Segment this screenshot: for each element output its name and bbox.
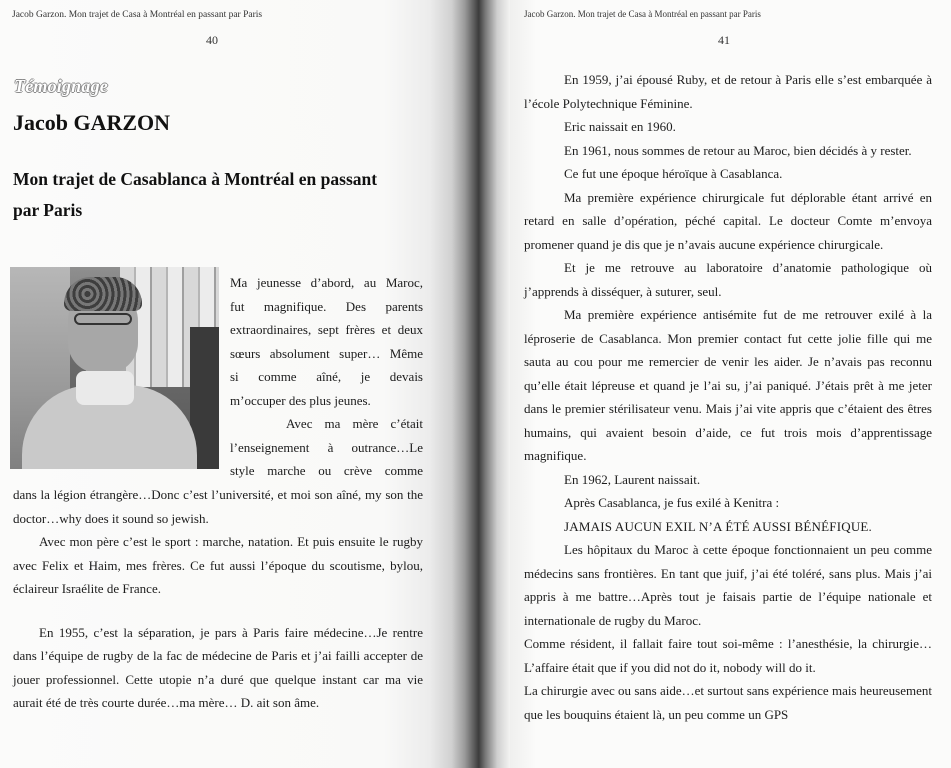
chapter-title-line-2: par Paris bbox=[13, 200, 83, 220]
right-body-text bbox=[524, 68, 932, 726]
paragraph: Après Casablanca, je fus exilé à Kenitra : bbox=[564, 495, 780, 510]
paragraph: Et je me retrouve au laboratoire d’anatomie pathologique où j’apprends à disséquer, à suturer, seul. bbox=[524, 260, 932, 299]
book-gutter bbox=[452, 0, 510, 768]
left-running-head: Jacob Garzon. Mon trajet de Casa à Montréal en passant par Paris bbox=[12, 10, 263, 20]
text-line: l’enseignement à outrance…Le bbox=[230, 439, 423, 455]
right-running-head: Jacob Garzon. Mon trajet de Casa à Montréal en passant par Paris bbox=[524, 9, 761, 19]
author-name: Jacob GARZON bbox=[13, 110, 171, 135]
right-page bbox=[510, 0, 951, 768]
paragraph: JAMAIS AUCUN EXIL N’A ÉTÉ AUSSI BÉNÉFIQUE. bbox=[564, 518, 873, 534]
text-line: style marche ou crève comme bbox=[230, 463, 423, 478]
paragraph: En 1961, nous sommes de retour au Maroc, bien décidés à y rester. bbox=[564, 142, 912, 158]
author-photo bbox=[10, 267, 219, 469]
text-line: fut magnifique. Des parents bbox=[230, 298, 423, 314]
text-line: sœurs absolument super… Même bbox=[230, 345, 423, 361]
left-page bbox=[0, 0, 452, 768]
paragraph: En 1962, Laurent naissait. bbox=[564, 471, 701, 487]
text-line: m’occuper des plus jeunes. bbox=[230, 392, 371, 408]
paragraph: La chirurgie avec ou sans aide…et surtout sans expérience mais heureusement que les bouquins étaient là, un peu comme un GPS bbox=[524, 683, 932, 722]
right-page-number: 41 bbox=[718, 33, 730, 47]
text-line: Ma jeunesse d’abord, au Maroc, bbox=[230, 275, 423, 290]
chapter-title bbox=[13, 164, 433, 226]
text-line: extraordinaires, sept frères et deux bbox=[230, 322, 423, 337]
paragraph: Ma première expérience chirurgicale fut déplorable étant arrivé en retard en salle d’opération, péché capital. Le docteur Comte m’envoya promener quand je dis que je n’avais aucune expérience chirurgicale. bbox=[524, 189, 932, 252]
paragraph: Avec mon père c’est le sport : marche, natation. Et puis ensuite le rugby avec Felix et Haim, mes frères. Ce fut aussi l’époque du scoutisme, bylou, éclaireur Israélite de France. bbox=[13, 534, 423, 596]
paragraph: Ma première expérience antisémite fut de me retrouver exilé à la léproserie de Casablanca. Mon premier contact fut cette jolie fille qui me sauta au cou pour me remercier de venir les aider. Je n’avais pas reconnu qu’elle était lépreuse et quand je l’ai su, j’ai paniqué. J’étais prêt à me jeter dans le premier stérilisateur venu. Mais j’ai vite appris que c’étaient des êtres humains, qui avaient besoin d’aide, ce fut trois mois d’apprentissage magnifique. bbox=[524, 307, 932, 463]
paragraph: En 1955, c’est la séparation, je pars à Paris faire médecine…Je rentre dans l’équipe de rugby de la fac de médecine de Paris et j’ai failli accepter de jouer professionnel. Cette utopie n’a duré que quelque instant car ma vie aurait été de très courte durée…ma mère… D. ait son âme. bbox=[13, 624, 423, 710]
paragraph: Ce fut une époque héroïque à Casablanca. bbox=[564, 166, 783, 181]
paragraph: dans la légion étrangère…Donc c’est l’université, et moi son aîné, my son the doctor…why does it sound so jewish. bbox=[13, 487, 423, 526]
wrapped-text-column bbox=[230, 271, 423, 483]
paragraph: Les hôpitaux du Maroc à cette époque fonctionnaient un peu comme médecins sans frontières. En tant que juif, j’ai été toléré, sans plus. Mais j’ai appris à me battre…Après tout je faisais partie de l’équipe nationale et internationale de rugby du Maroc. bbox=[524, 542, 932, 628]
paragraph: Eric naissait en 1960. bbox=[564, 119, 676, 134]
paragraph: En 1959, j’ai épousé Ruby, et de retour à Paris elle s’est embarquée à l’école Polytechnique Féminine. bbox=[524, 72, 932, 111]
text-line: Avec ma mère c’était bbox=[286, 416, 423, 431]
paragraph: Comme résident, il fallait faire tout soi-même : l’anesthésie, la chirurgie… L’affaire était que if you did not do it, nobody will do it. bbox=[524, 636, 932, 675]
text-line: si comme aîné, je devais bbox=[230, 369, 423, 384]
left-body-text bbox=[13, 483, 423, 715]
left-page-number: 40 bbox=[206, 33, 218, 47]
chapter-title-line-1: Mon trajet de Casablanca à Montréal en passant bbox=[13, 169, 378, 189]
section-label: Témoignage bbox=[14, 76, 108, 96]
